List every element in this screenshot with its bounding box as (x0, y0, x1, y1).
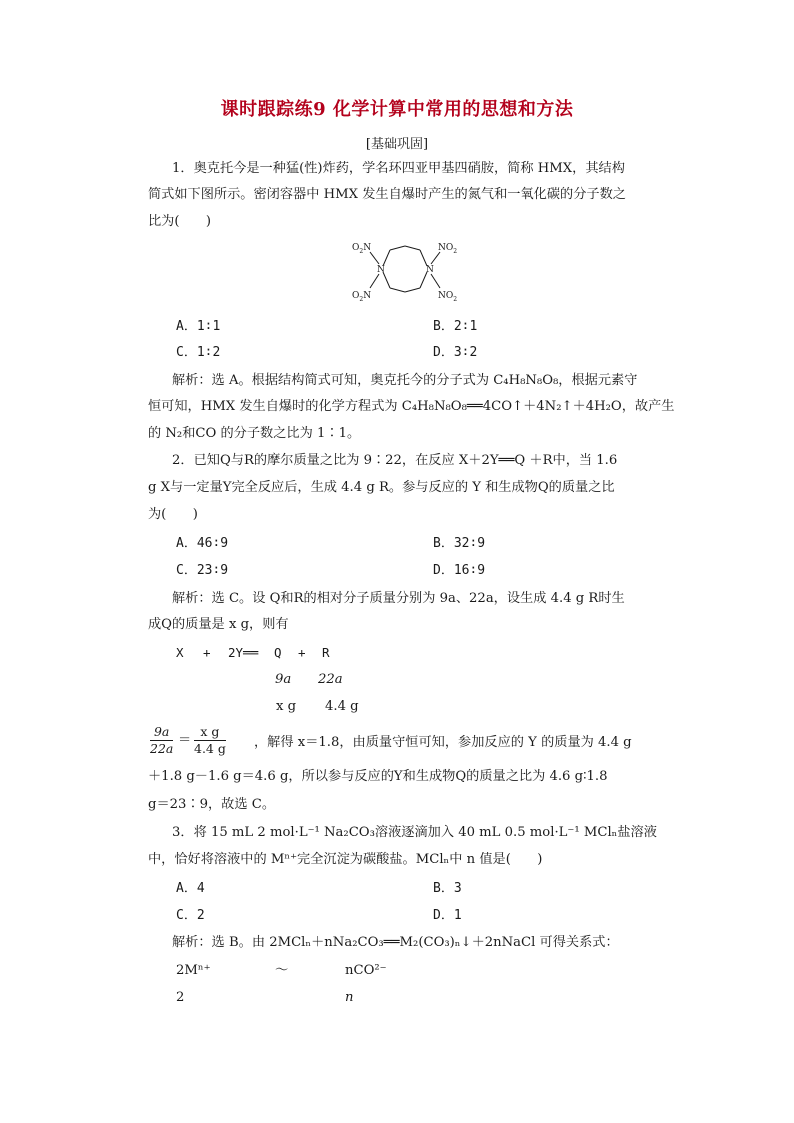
rel-n: n (345, 990, 354, 1005)
section-heading: [基础巩固] (365, 137, 429, 152)
q2-answer-line-5: g＝23∶9，故选 C。 (148, 797, 276, 812)
q3-stem-line-2: 中，恰好将溶液中的 Mⁿ⁺完全沉淀为碳酸盐。MClₙ中 n 值是( ) (148, 852, 543, 867)
rel-tilde: ～ (275, 963, 289, 978)
equals-sign: ＝ (178, 733, 192, 748)
q2-option-d: D．16∶9 (433, 563, 486, 578)
no2-top-right: $NO_2$ (438, 243, 458, 255)
eq-x: X (176, 645, 184, 660)
eq-r: R (322, 645, 330, 660)
eq-q: Q (274, 645, 282, 660)
q2-stem-line-2: g X与一定量Y完全反应后，生成 4.4 g R。参与反应的 Y 和生成物Q的质量之比 (148, 480, 615, 495)
q3-option-a: A．4 (176, 881, 205, 896)
fraction-2-denominator: 4.4 g (194, 741, 226, 756)
eq-4.4g: 4.4 g (325, 699, 359, 714)
page-title: 课时跟踪练9 化学计算中常用的思想和方法 (220, 99, 574, 120)
q1-stem-line-1: 1．奥克托今是一种猛(性)炸药，学名环四亚甲基四硝胺，简称 HMX，其结构 (172, 161, 625, 176)
q3-stem-line-1: 3．将 15 mL 2 mol·L⁻¹ Na₂CO₃溶液逐滴加入 40 mL 0.5 mol·L⁻¹ MClₙ盐溶液 (172, 825, 657, 840)
fraction-1-denominator: 22a (150, 741, 174, 756)
rel-nco3: nCO²⁻ (345, 963, 387, 978)
q2-option-c: C．23∶9 (176, 563, 229, 578)
q2-answer-line-2: 成Q的质量是 x g，则有 (148, 617, 289, 632)
q2-option-a: A．46∶9 (176, 536, 229, 551)
eq-plus-2: + (298, 645, 306, 660)
no2-bottom-right: $NO_2$ (438, 291, 458, 303)
hmx-structure-diagram (350, 232, 470, 312)
q1-option-a: A．1∶1 (176, 319, 221, 334)
o2n-bottom-left: $O_2N$ (352, 291, 372, 303)
q2-option-b: B．32∶9 (433, 536, 486, 551)
q1-stem-line-2: 简式如下图所示。密闭容器中 HMX 发生自爆时产生的氮气和一氧化碳的分子数之 (148, 187, 626, 202)
q2-stem-line-1: 2．已知Q与R的摩尔质量之比为 9∶22，在反应 X＋2Y══Q ＋R中，当 1.6 (172, 453, 618, 468)
rel-2: 2 (176, 990, 185, 1005)
q2-answer-line-1: 解析：选 C。设 Q和R的相对分子质量分别为 9a、22a，设生成 4.4 g R时生 (172, 591, 625, 606)
eq-xg: x g (276, 699, 297, 714)
q1-option-b: B．2∶1 (433, 319, 478, 334)
q3-option-c: C．2 (176, 908, 205, 923)
n-atom-right: N (426, 265, 434, 275)
q3-option-d: D．1 (433, 908, 462, 923)
q1-option-c: C．1∶2 (176, 345, 221, 360)
rel-2mn: 2Mⁿ⁺ (176, 963, 211, 978)
fraction-1-numerator: 9a (150, 724, 173, 741)
eq-9a: 9a (275, 672, 292, 687)
eq-22a: 22a (318, 672, 343, 687)
eq-plus-1: + (203, 645, 211, 660)
q1-stem-line-3: 比为( ) (148, 214, 212, 229)
q3-option-b: B．3 (433, 881, 462, 896)
q1-answer-line-1: 解析：选 A。根据结构简式可知，奥克托今的分子式为 C₄H₈N₈O₈，根据元素守 (172, 373, 638, 388)
q3-answer-line-1: 解析：选 B。由 2MClₙ＋nNa₂CO₃══M₂(CO₃)ₙ↓＋2nNaCl 可得关系式： (172, 935, 619, 950)
fraction-9a-22a (150, 724, 173, 757)
q1-option-d: D．3∶2 (433, 345, 478, 360)
fraction-2-numerator: x g (194, 724, 226, 741)
q2-answer-line-3: ，解得 x＝1.8，由质量守恒可知，参加反应的 Y 的质量为 4.4 g (254, 735, 632, 750)
q1-answer-line-2: 恒可知，HMX 发生自爆时的化学方程式为 C₄H₈N₈O₈══4CO↑＋4N₂↑＋4H₂O，故产生 (148, 399, 675, 414)
q2-answer-line-4: ＋1.8 g－1.6 g＝4.6 g，所以参与反应的Y和生成物Q的质量之比为 4.6 g∶1.8 (148, 769, 608, 784)
o2n-top-left: $O_2N$ (352, 243, 372, 255)
eq-2y: 2Y══ (228, 645, 259, 660)
q2-stem-line-3: 为( ) (148, 507, 198, 522)
fraction-x-4.4 (194, 724, 226, 757)
q1-answer-line-3: 的 N₂和CO 的分子数之比为 1∶1。 (148, 426, 361, 441)
n-atom-left: N (377, 265, 385, 275)
